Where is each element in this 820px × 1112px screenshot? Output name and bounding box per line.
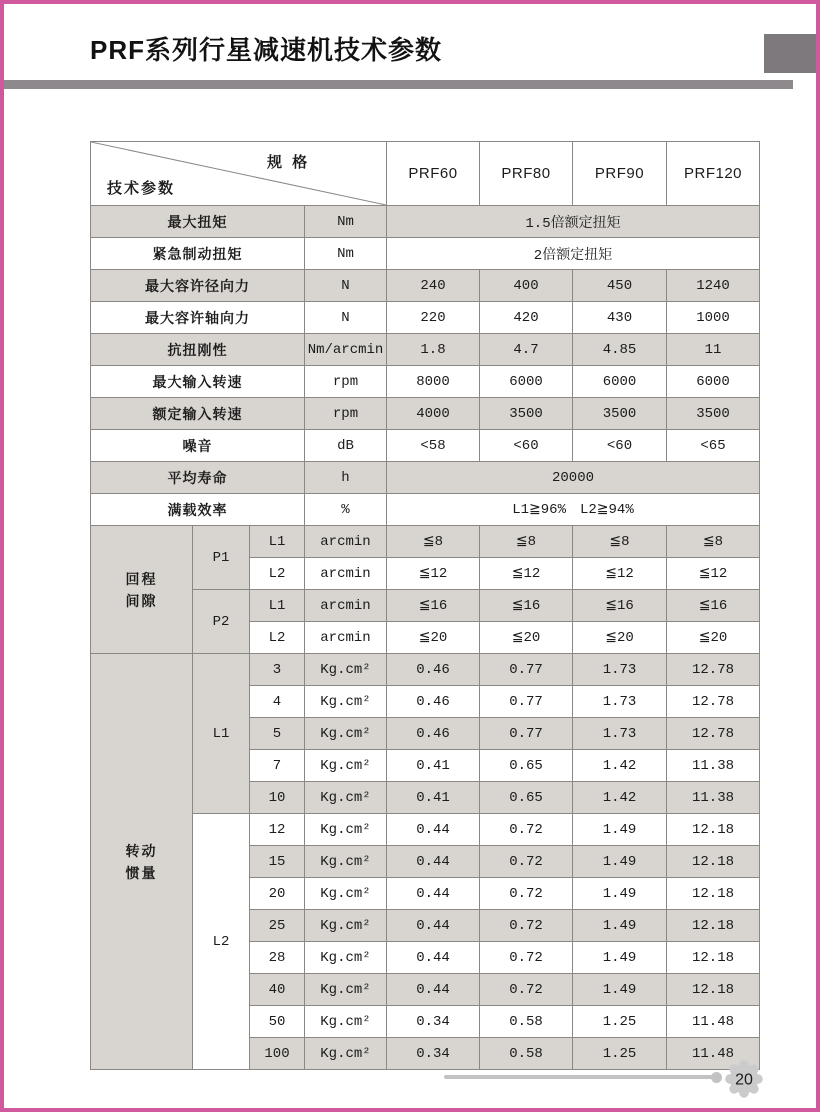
unit-cell: Kg.cm² xyxy=(305,878,387,910)
value-cell: 6000 xyxy=(573,366,667,398)
value-cell: 11.38 xyxy=(667,750,760,782)
param-label: 噪音 xyxy=(91,430,305,462)
value-cell: 220 xyxy=(387,302,480,334)
value-cell: 0.41 xyxy=(387,782,480,814)
unit-cell: Kg.cm² xyxy=(305,750,387,782)
title-underline-bar xyxy=(4,80,793,89)
unit-cell: Kg.cm² xyxy=(305,814,387,846)
value-cell: 11.38 xyxy=(667,782,760,814)
merged-value-cell: 1.5倍额定扭矩 xyxy=(387,206,760,238)
value-cell: ≦8 xyxy=(480,526,573,558)
table-row xyxy=(91,334,760,366)
column-header: PRF120 xyxy=(667,142,760,206)
value-cell: 0.46 xyxy=(387,686,480,718)
unit-cell: N xyxy=(305,302,387,334)
value-cell: 12.18 xyxy=(667,846,760,878)
value-cell: ≦12 xyxy=(667,558,760,590)
unit-cell: Kg.cm² xyxy=(305,654,387,686)
unit-cell: arcmin xyxy=(305,622,387,654)
unit-cell: arcmin xyxy=(305,558,387,590)
value-cell: ≦20 xyxy=(667,622,760,654)
footer-rule-line xyxy=(444,1075,716,1079)
ratio-cell: 4 xyxy=(250,686,305,718)
value-cell: 8000 xyxy=(387,366,480,398)
unit-cell: Kg.cm² xyxy=(305,782,387,814)
value-cell: 1.42 xyxy=(573,750,667,782)
value-cell: 12.78 xyxy=(667,654,760,686)
value-cell: <60 xyxy=(573,430,667,462)
value-cell: 6000 xyxy=(480,366,573,398)
value-cell: 0.46 xyxy=(387,654,480,686)
ratio-cell: 5 xyxy=(250,718,305,750)
value-cell: 0.72 xyxy=(480,878,573,910)
value-cell: 0.41 xyxy=(387,750,480,782)
stage-l1-cell: L1 xyxy=(193,654,250,814)
stage-l2-cell: L2 xyxy=(193,814,250,1070)
merged-value-cell: 2倍额定扭矩 xyxy=(387,238,760,270)
class-p1-cell: P1 xyxy=(193,526,250,590)
value-cell: ≦8 xyxy=(667,526,760,558)
value-cell: 1.73 xyxy=(573,654,667,686)
unit-cell: arcmin xyxy=(305,590,387,622)
value-cell: 0.44 xyxy=(387,942,480,974)
corner-square-decoration xyxy=(764,34,816,73)
ratio-cell: 3 xyxy=(250,654,305,686)
value-cell: 3500 xyxy=(667,398,760,430)
unit-cell: rpm xyxy=(305,398,387,430)
unit-cell: h xyxy=(305,462,387,494)
unit-cell: Nm xyxy=(305,206,387,238)
value-cell: ≦20 xyxy=(573,622,667,654)
value-cell: ≦12 xyxy=(573,558,667,590)
diagonal-corner-cell xyxy=(91,142,387,206)
unit-cell: arcmin xyxy=(305,526,387,558)
value-cell: 0.44 xyxy=(387,814,480,846)
param-label: 最大扭矩 xyxy=(91,206,305,238)
ratio-cell: 25 xyxy=(250,910,305,942)
value-cell: 1.49 xyxy=(573,878,667,910)
value-cell: 3500 xyxy=(480,398,573,430)
value-cell: 1.49 xyxy=(573,814,667,846)
unit-cell: Kg.cm² xyxy=(305,942,387,974)
value-cell: 12.78 xyxy=(667,686,760,718)
value-cell: 0.72 xyxy=(480,910,573,942)
unit-cell: Kg.cm² xyxy=(305,718,387,750)
value-cell: 0.44 xyxy=(387,974,480,1006)
value-cell: 0.77 xyxy=(480,718,573,750)
value-cell: 3500 xyxy=(573,398,667,430)
value-cell: ≦8 xyxy=(573,526,667,558)
table-row xyxy=(91,270,760,302)
unit-cell: Nm xyxy=(305,238,387,270)
param-label: 满载效率 xyxy=(91,494,305,526)
header-row xyxy=(91,142,760,206)
stage-cell: L1 xyxy=(250,526,305,558)
ratio-cell: 10 xyxy=(250,782,305,814)
value-cell: 430 xyxy=(573,302,667,334)
value-cell: 12.78 xyxy=(667,718,760,750)
value-cell: ≦20 xyxy=(480,622,573,654)
unit-cell: Nm/arcmin xyxy=(305,334,387,366)
value-cell: 1240 xyxy=(667,270,760,302)
param-label: 最大输入转速 xyxy=(91,366,305,398)
column-header: PRF80 xyxy=(480,142,573,206)
value-cell: ≦16 xyxy=(667,590,760,622)
value-cell: ≦16 xyxy=(480,590,573,622)
value-cell: 450 xyxy=(573,270,667,302)
table-row xyxy=(91,462,760,494)
ratio-cell: 12 xyxy=(250,814,305,846)
table-row xyxy=(91,494,760,526)
param-label: 最大容许径向力 xyxy=(91,270,305,302)
ratio-cell: 100 xyxy=(250,1038,305,1070)
value-cell: 4.7 xyxy=(480,334,573,366)
ratio-cell: 15 xyxy=(250,846,305,878)
value-cell: 1.42 xyxy=(573,782,667,814)
value-cell: 1000 xyxy=(667,302,760,334)
value-cell: 11.48 xyxy=(667,1006,760,1038)
table-row xyxy=(91,206,760,238)
group-label-inertia: 转动 惯量 xyxy=(91,654,193,1070)
merged-value-cell: L1≧96% L2≧94% xyxy=(387,494,760,526)
param-label: 最大容许轴向力 xyxy=(91,302,305,334)
stage-cell: L2 xyxy=(250,558,305,590)
value-cell: 0.44 xyxy=(387,910,480,942)
value-cell: 0.44 xyxy=(387,878,480,910)
value-cell: 12.18 xyxy=(667,814,760,846)
spec-table xyxy=(90,141,760,1070)
value-cell: 0.46 xyxy=(387,718,480,750)
gear-icon xyxy=(721,1056,767,1102)
corner-label-params: 技术参数 xyxy=(107,180,176,197)
value-cell: 400 xyxy=(480,270,573,302)
value-cell: 0.58 xyxy=(480,1006,573,1038)
value-cell: 11 xyxy=(667,334,760,366)
unit-cell: Kg.cm² xyxy=(305,974,387,1006)
value-cell: 4000 xyxy=(387,398,480,430)
value-cell: <60 xyxy=(480,430,573,462)
value-cell: 0.77 xyxy=(480,654,573,686)
ratio-cell: 28 xyxy=(250,942,305,974)
value-cell: 420 xyxy=(480,302,573,334)
unit-cell: rpm xyxy=(305,366,387,398)
stage-cell: L1 xyxy=(250,590,305,622)
table-row xyxy=(91,526,760,558)
value-cell: 1.73 xyxy=(573,718,667,750)
unit-cell: Kg.cm² xyxy=(305,910,387,942)
value-cell: 0.44 xyxy=(387,846,480,878)
table-row xyxy=(91,302,760,334)
value-cell: 1.8 xyxy=(387,334,480,366)
value-cell: 1.73 xyxy=(573,686,667,718)
value-cell: ≦16 xyxy=(573,590,667,622)
value-cell: 0.72 xyxy=(480,814,573,846)
unit-cell: Kg.cm² xyxy=(305,1006,387,1038)
value-cell: 12.18 xyxy=(667,942,760,974)
value-cell: ≦20 xyxy=(387,622,480,654)
value-cell: 4.85 xyxy=(573,334,667,366)
column-header: PRF90 xyxy=(573,142,667,206)
value-cell: 1.49 xyxy=(573,942,667,974)
table-row xyxy=(91,654,760,686)
value-cell: 12.18 xyxy=(667,910,760,942)
column-header: PRF60 xyxy=(387,142,480,206)
value-cell: ≦12 xyxy=(480,558,573,590)
corner-label-spec: 规 格 xyxy=(267,154,311,171)
page-number: 20 xyxy=(735,1071,753,1089)
param-label: 抗扭刚性 xyxy=(91,334,305,366)
value-cell: <58 xyxy=(387,430,480,462)
value-cell: 0.65 xyxy=(480,750,573,782)
param-label: 平均寿命 xyxy=(91,462,305,494)
value-cell: 1.25 xyxy=(573,1038,667,1070)
value-cell: 0.72 xyxy=(480,942,573,974)
table-row xyxy=(91,430,760,462)
unit-cell: Kg.cm² xyxy=(305,686,387,718)
stage-cell: L2 xyxy=(250,622,305,654)
value-cell: 0.72 xyxy=(480,974,573,1006)
value-cell: 0.34 xyxy=(387,1006,480,1038)
value-cell: 12.18 xyxy=(667,878,760,910)
unit-cell: % xyxy=(305,494,387,526)
ratio-cell: 20 xyxy=(250,878,305,910)
unit-cell: Kg.cm² xyxy=(305,846,387,878)
class-p2-cell: P2 xyxy=(193,590,250,654)
value-cell: ≦12 xyxy=(387,558,480,590)
table-row xyxy=(91,238,760,270)
ratio-cell: 40 xyxy=(250,974,305,1006)
value-cell: 0.77 xyxy=(480,686,573,718)
table-row xyxy=(91,398,760,430)
param-label: 紧急制动扭矩 xyxy=(91,238,305,270)
value-cell: 0.72 xyxy=(480,846,573,878)
value-cell: ≦8 xyxy=(387,526,480,558)
unit-cell: dB xyxy=(305,430,387,462)
value-cell: 0.58 xyxy=(480,1038,573,1070)
value-cell: 1.25 xyxy=(573,1006,667,1038)
value-cell: <65 xyxy=(667,430,760,462)
merged-value-cell: 20000 xyxy=(387,462,760,494)
unit-cell: N xyxy=(305,270,387,302)
value-cell: 0.65 xyxy=(480,782,573,814)
table-row xyxy=(91,366,760,398)
value-cell: 11.48 xyxy=(667,1038,760,1070)
value-cell: 0.34 xyxy=(387,1038,480,1070)
page-title: PRF系列行星减速机技术参数 xyxy=(90,35,443,65)
group-label-backlash: 回程 间隙 xyxy=(91,526,193,654)
value-cell: 1.49 xyxy=(573,974,667,1006)
unit-cell: Kg.cm² xyxy=(305,1038,387,1070)
value-cell: ≦16 xyxy=(387,590,480,622)
value-cell: 1.49 xyxy=(573,846,667,878)
ratio-cell: 7 xyxy=(250,750,305,782)
ratio-cell: 50 xyxy=(250,1006,305,1038)
value-cell: 6000 xyxy=(667,366,760,398)
value-cell: 1.49 xyxy=(573,910,667,942)
value-cell: 12.18 xyxy=(667,974,760,1006)
value-cell: 240 xyxy=(387,270,480,302)
param-label: 额定输入转速 xyxy=(91,398,305,430)
